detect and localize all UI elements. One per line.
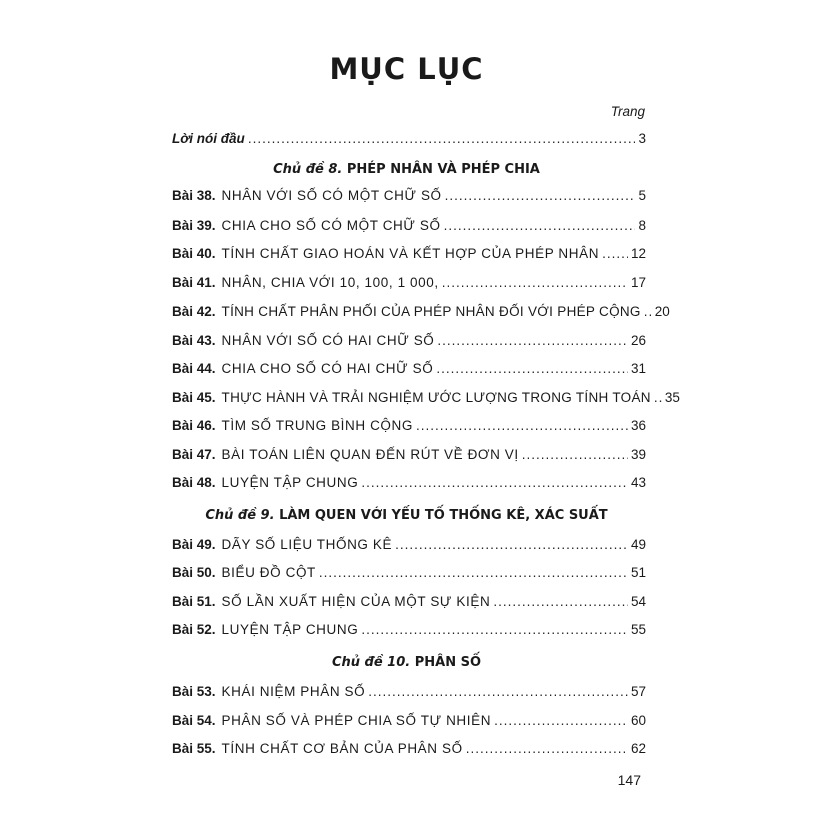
lesson-number: Bài 50.: [172, 565, 216, 580]
lesson-number: Bài 49.: [172, 537, 216, 552]
toc-entry: [172, 188, 646, 208]
toc-entry: [172, 594, 646, 614]
lesson-title: THỰC HÀNH VÀ TRẢI NGHIỆM ƯỚC LƯỢNG TRONG TÍNH TOÁN: [221, 390, 651, 405]
dot-leader: [319, 565, 628, 580]
dot-leader: [445, 188, 636, 203]
lesson-title: NHÂN VỚI SỐ CÓ HAI CHỮ SỐ: [221, 333, 435, 348]
lesson-number: Bài 48.: [172, 475, 216, 490]
section-name: PHÂN SỐ: [414, 655, 482, 670]
dot-leader: [248, 131, 636, 146]
toc-entry: [172, 622, 646, 642]
entry-page: 55: [630, 622, 646, 637]
toc-entry: [172, 565, 646, 585]
lesson-title: TÌM SỐ TRUNG BÌNH CỘNG: [221, 418, 413, 433]
lesson-number: Bài 43.: [172, 333, 216, 348]
toc-entry: [172, 447, 646, 467]
entry-page: 36: [630, 418, 646, 433]
toc-entry: [172, 275, 646, 295]
section-heading-10: [0, 655, 813, 677]
lesson-title: CHIA CHO SỐ CÓ HAI CHỮ SỐ: [221, 361, 434, 376]
lesson-title: LUYỆN TẬP CHUNG: [221, 622, 359, 637]
dot-leader: [361, 475, 628, 490]
toc-entry: [172, 304, 670, 324]
entry-page: 51: [630, 565, 646, 580]
lesson-title: SỐ LẦN XUẤT HIỆN CỦA MỘT SỰ KIỆN: [221, 594, 491, 609]
dot-leader: [493, 594, 628, 609]
lesson-title: TÍNH CHẤT CƠ BẢN CỦA PHÂN SỐ: [221, 741, 463, 756]
lesson-title: LUYỆN TẬP CHUNG: [221, 475, 359, 490]
section-heading-9: [0, 508, 813, 530]
entry-page: 57: [630, 684, 646, 699]
dot-leader: [368, 684, 628, 699]
entry-page: 31: [630, 361, 646, 376]
entry-page: 62: [630, 741, 646, 756]
lesson-title: PHÂN SỐ VÀ PHÉP CHIA SỐ TỰ NHIÊN: [221, 713, 492, 728]
lesson-number: Bài 40.: [172, 246, 216, 261]
toc-entry: [172, 475, 646, 495]
entry-page: 54: [630, 594, 646, 609]
toc-entry: [172, 537, 646, 557]
section-name: PHÉP NHÂN VÀ PHÉP CHIA: [346, 162, 540, 177]
intro-label: Lời nói đầu: [172, 131, 245, 146]
page-number: 147: [617, 772, 641, 788]
lesson-number: Bài 39.: [172, 218, 216, 233]
dot-leader: [436, 361, 628, 376]
lesson-title: TÍNH CHẤT PHÂN PHỐI CỦA PHÉP NHÂN ĐỐI VỚI PHÉP CỘNG: [221, 304, 641, 319]
toc-entry: [172, 418, 646, 438]
toc-entry-intro: [172, 131, 646, 151]
dot-leader: [395, 537, 628, 552]
dot-leader: [361, 622, 628, 637]
dot-leader: [442, 275, 628, 290]
toc-entry: [172, 218, 646, 238]
dot-leader: [416, 418, 628, 433]
dot-leader: [644, 304, 652, 319]
toc-entry: [172, 390, 680, 410]
lesson-number: Bài 55.: [172, 741, 216, 756]
lesson-number: Bài 46.: [172, 418, 216, 433]
page-column-label: Trang: [610, 104, 645, 119]
lesson-title: KHÁI NIỆM PHÂN SỐ: [221, 684, 366, 699]
section-label: Chủ đề 9.: [205, 508, 275, 523]
section-label: Chủ đề 8.: [273, 162, 343, 177]
lesson-number: Bài 51.: [172, 594, 216, 609]
entry-page: 39: [630, 447, 646, 462]
dot-leader: [466, 741, 628, 756]
toc-entry: [172, 684, 646, 704]
toc-entry: [172, 361, 646, 381]
toc-entry: [172, 246, 646, 266]
lesson-title: BIỂU ĐỒ CỘT: [221, 565, 316, 580]
entry-page: 8: [638, 218, 646, 233]
entry-page: 49: [630, 537, 646, 552]
dot-leader: [444, 218, 636, 233]
entry-page: 43: [630, 475, 646, 490]
lesson-title: CHIA CHO SỐ CÓ MỘT CHỮ SỐ: [221, 218, 441, 233]
entry-page: 26: [630, 333, 646, 348]
dot-leader: [654, 390, 662, 405]
toc-entry: [172, 333, 646, 353]
lesson-title: BÀI TOÁN LIÊN QUAN ĐẾN RÚT VỀ ĐƠN VỊ: [221, 447, 519, 462]
dot-leader: [602, 246, 628, 261]
dot-leader: [437, 333, 628, 348]
lesson-title: NHÂN VỚI SỐ CÓ MỘT CHỮ SỐ: [221, 188, 442, 203]
page-title: MỤC LỤC: [329, 52, 484, 86]
entry-page: 3: [638, 131, 646, 146]
lesson-title: DÃY SỐ LIỆU THỐNG KÊ: [221, 537, 393, 552]
lesson-number: Bài 47.: [172, 447, 216, 462]
lesson-title: TÍNH CHẤT GIAO HOÁN VÀ KẾT HỢP CỦA PHÉP NHÂN: [221, 246, 600, 261]
section-label: Chủ đề 10.: [331, 655, 411, 670]
lesson-title: NHÂN, CHIA VỚI 10, 100, 1 000,: [221, 275, 439, 290]
section-heading-8: [0, 162, 813, 184]
toc-entry: [172, 741, 646, 761]
entry-page: 17: [630, 275, 646, 290]
lesson-number: Bài 52.: [172, 622, 216, 637]
lesson-number: Bài 42.: [172, 304, 216, 319]
entry-page: 12: [630, 246, 646, 261]
dot-leader: [522, 447, 628, 462]
lesson-number: Bài 53.: [172, 684, 216, 699]
lesson-number: Bài 41.: [172, 275, 216, 290]
entry-page: 20: [654, 304, 670, 319]
section-name: LÀM QUEN VỚI YẾU TỐ THỐNG KÊ, XÁC SUẤT: [279, 508, 608, 523]
entry-page: 60: [630, 713, 646, 728]
toc-entry: [172, 713, 646, 733]
lesson-number: Bài 45.: [172, 390, 216, 405]
lesson-number: Bài 54.: [172, 713, 216, 728]
dot-leader: [494, 713, 628, 728]
lesson-number: Bài 44.: [172, 361, 216, 376]
lesson-number: Bài 38.: [172, 188, 216, 203]
entry-page: 35: [664, 390, 680, 405]
entry-page: 5: [638, 188, 646, 203]
